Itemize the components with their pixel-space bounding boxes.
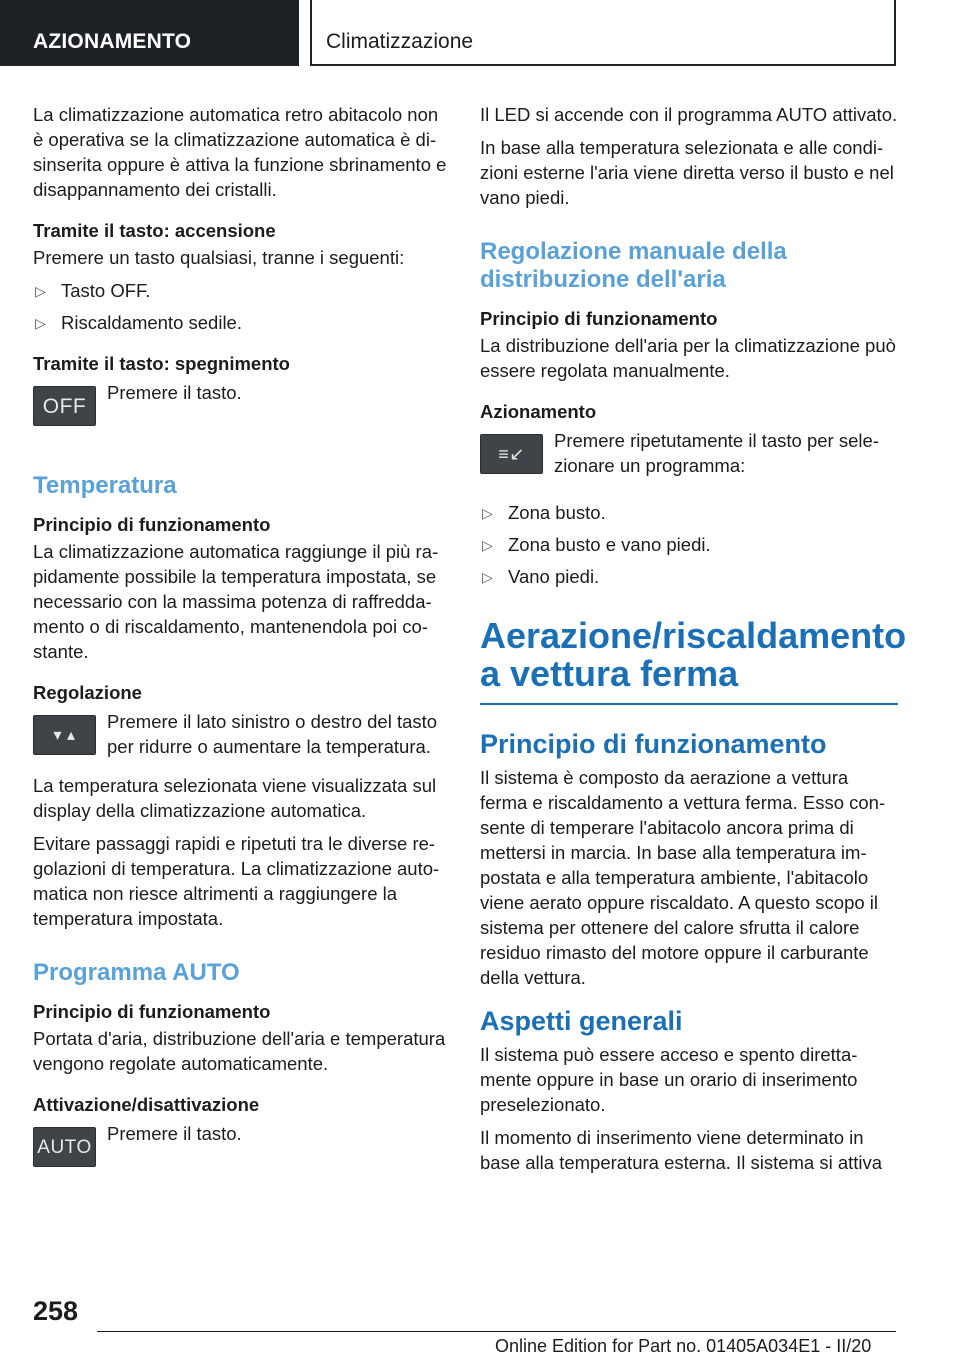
triangle-bullet-icon: ▷ (482, 537, 493, 553)
auto-text: Premere il tasto. (107, 1123, 242, 1144)
temperature-rocker-image: ▾ ▴ (33, 715, 96, 755)
regulation-title: Regolazione (33, 682, 142, 703)
heading-divider (480, 703, 898, 705)
footer-divider (97, 1331, 896, 1332)
general-heading: Aspetti generali (480, 1006, 683, 1036)
off-text: Premere il tasto. (107, 382, 242, 403)
list-item: ▷ Vano piedi. (480, 564, 898, 589)
auto-button-image: AUTO (33, 1127, 96, 1167)
operation-title: Azionamento (480, 401, 597, 422)
left-column (33, 102, 451, 1193)
temp-principle-title: Principio di funzionamento (33, 514, 271, 535)
page-number: 258 (33, 1296, 79, 1326)
principle-text: Il sistema è composto da aerazione a vettura ferma e riscaldamento a vettura ferma. Esso consente di temperare l'abitacolo ancora prima di mettersi in marcia. In base alla temperatura impostata e alla temperatura ambiente, l'abitacolo viene aerato oppure riscaldato. A questo scopo il sistema per ottenere del calore sfrutta il calore residuo rimasto del motore oppure il carburante della vettura. (480, 767, 886, 988)
off-title: Tramite il tasto: spegnimento (33, 353, 290, 374)
triangle-bullet-icon: ▷ (482, 569, 493, 585)
triangle-bullet-icon: ▷ (35, 283, 46, 299)
header-chapter-tab (310, 0, 896, 66)
auto-principle-title: Principio di funzionamento (33, 1001, 271, 1022)
manual-principle-title: Principio di funzionamento (480, 308, 718, 329)
auto-principle-text: Portata d'aria, distribuzione dell'aria e temperatura vengono regolate automaticamente. (33, 1028, 446, 1074)
general-text-2: Il momento di inserimento viene determinato in base alla temperatura esterna. Il sistema si attiva (480, 1127, 883, 1173)
on-title: Tramite il tasto: accensione (33, 220, 276, 241)
operation-text: Premere ripetutamente il tasto per selezionare un programma: (554, 430, 879, 476)
intro-paragraph: La climatizzazione automatica retro abitacolo non è operativa se la climatizzazione automatica è disinserita oppure è attiva la funzione sbrinamento e disappannamento dei cristalli. (33, 104, 447, 200)
list-item: ▷ Riscaldamento sedile. (33, 310, 451, 335)
regulation-text: Premere il lato sinistro o destro del tasto per ridurre o aumentare la temperatura. (107, 711, 438, 757)
led-text-2: In base alla temperatura selezionata e alle condizioni esterne l'aria viene diretta verso il busto e nel vano piedi. (480, 137, 894, 208)
general-text: Il sistema può essere acceso e spento direttamente oppure in base un orario di inserimento preselezionato. (480, 1044, 858, 1115)
main-section-heading: Aerazione/riscaldamento a vettura ferma (480, 615, 907, 694)
list-item: ▷ Tasto OFF. (33, 278, 451, 303)
right-column (480, 102, 907, 1183)
footer-edition: Online Edition for Part no. 01405A034E1 - II/20 (495, 1336, 872, 1356)
regulation-text-3: Evitare passaggi rapidi e ripetuti tra le diverse regolazioni di temperatura. La climatizzazione automatica non riesce altrimenti a raggiungere la temperatura impostata. (33, 833, 440, 929)
program-list (480, 500, 898, 589)
auto-row (33, 1121, 451, 1185)
auto-heading: Programma AUTO (33, 959, 240, 986)
air-distribution-button-image: ≡↙ (480, 434, 543, 474)
triangle-bullet-icon: ▷ (35, 315, 46, 331)
temp-principle-text: La climatizzazione automatica raggiunge il più rapidamente possibile la temperatura impostata, se necessario con la massima potenza di raffreddamento o di riscaldamento, mantenendola poi costante. (33, 541, 439, 662)
manual-distribution-heading: Regolazione manuale della distribuzione dell'aria (480, 238, 787, 293)
on-text: Premere un tasto qualsiasi, tranne i seguenti: (33, 247, 405, 268)
list-item: ▷ Zona busto e vano piedi. (480, 532, 898, 557)
regulation-text-2: La temperatura selezionata viene visualizzata sul display della climatizzazione automatica. (33, 775, 437, 821)
header-chapter-title: Climatizzazione (326, 30, 474, 53)
led-text: Il LED si accende con il programma AUTO attivato. (480, 104, 898, 125)
on-exceptions-list (33, 278, 451, 335)
operation-row (480, 428, 898, 492)
regulation-row (33, 709, 451, 765)
off-button-image: OFF (33, 386, 96, 426)
header-section-tab (0, 0, 299, 66)
temperature-heading: Temperatura (33, 472, 177, 499)
list-item: ▷ Zona busto. (480, 500, 898, 525)
off-row (33, 380, 451, 444)
activation-title: Attivazione/disattivazione (33, 1094, 260, 1115)
triangle-bullet-icon: ▷ (482, 505, 493, 521)
header-section-title: AZIONAMENTO (33, 30, 192, 53)
manual-principle-text: La distribuzione dell'aria per la climatizzazione può essere regolata manualmente. (480, 335, 896, 381)
principle-heading: Principio di funzionamento (480, 729, 827, 759)
